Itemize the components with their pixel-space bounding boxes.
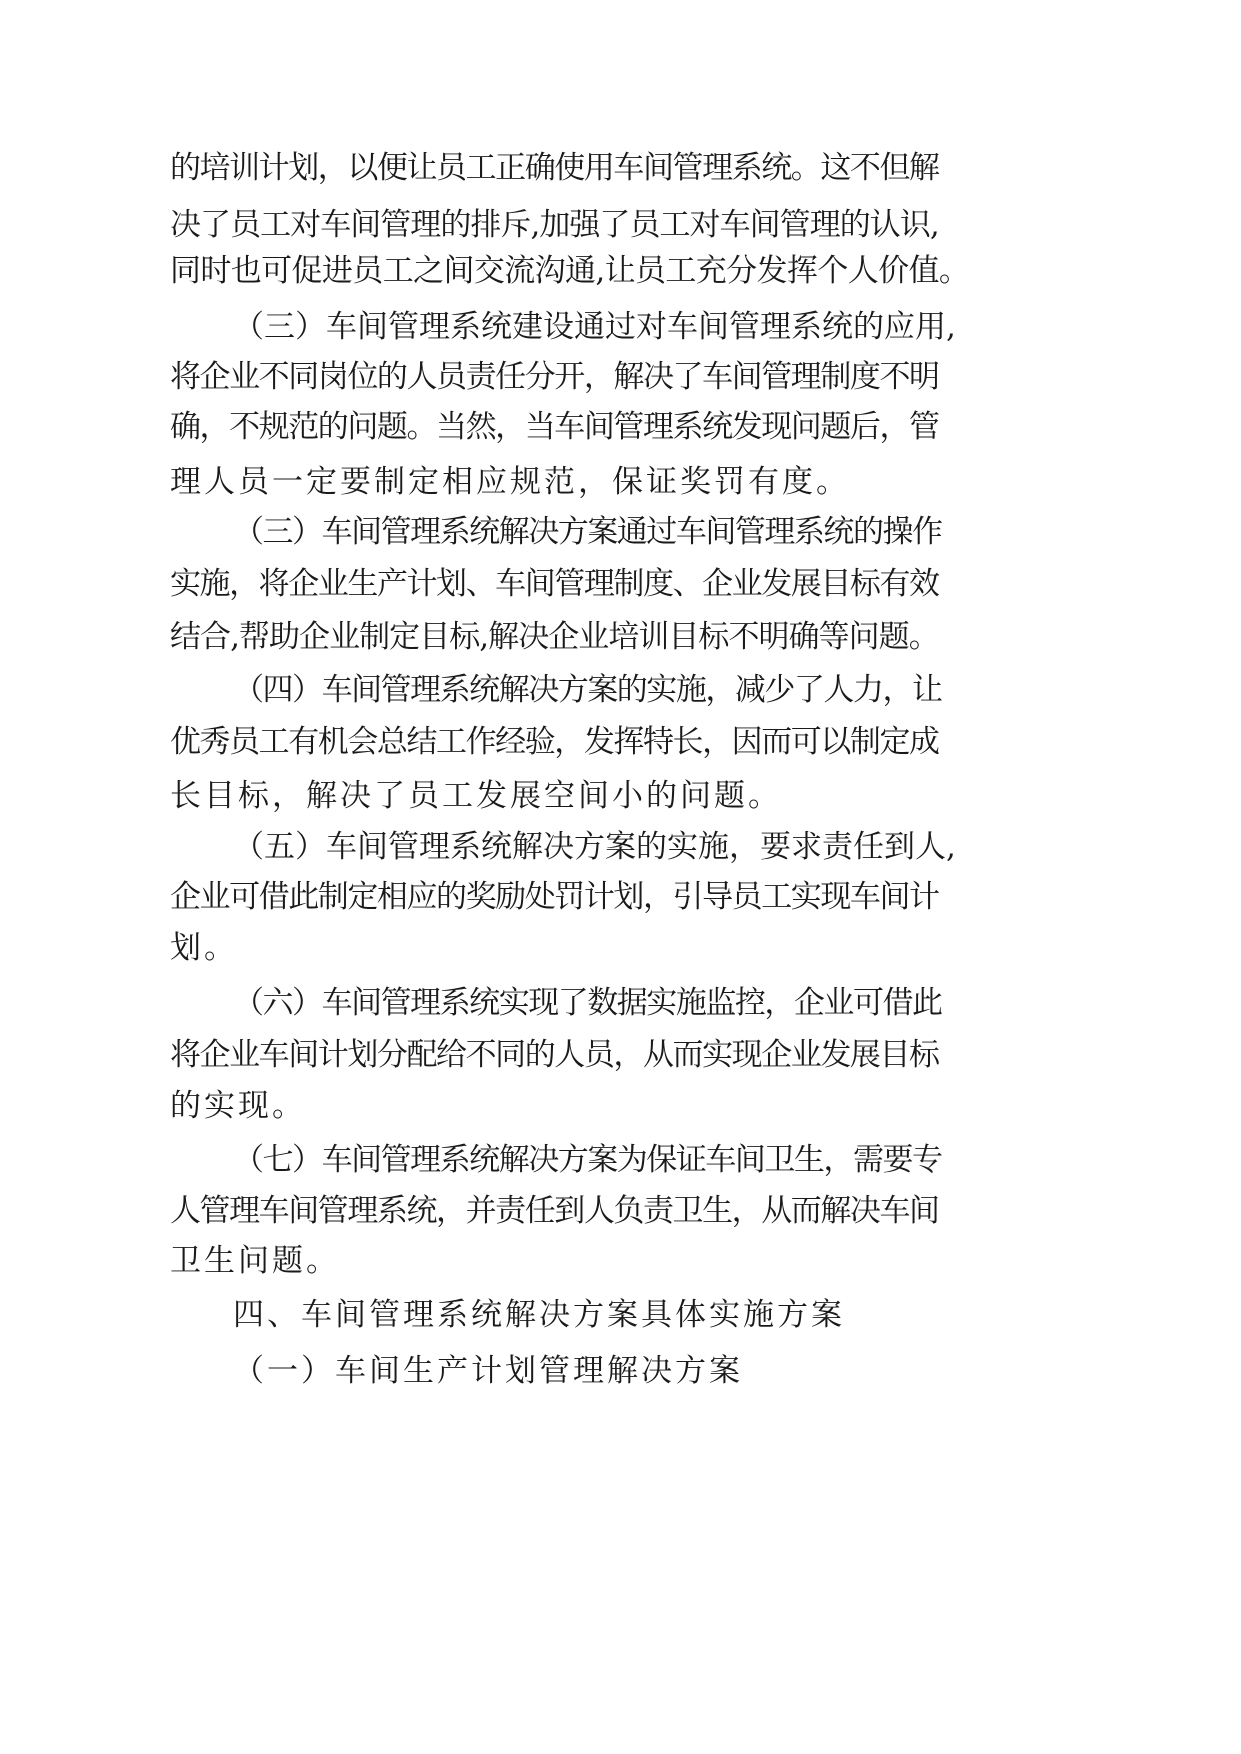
body-text-line: 企业可借此制定相应的奖励处罚计划，引导员工实现车间计 xyxy=(170,879,939,915)
body-text-line: 确，不规范的问题。当然，当车间管理系统发现问题后，管 xyxy=(170,409,939,445)
paragraph-start-line: （五）车间管理系统解决方案的实施，要求责任到人, xyxy=(233,829,956,865)
body-text-line: 实施，将企业生产计划、车间管理制度、企业发展目标有效 xyxy=(170,566,939,602)
body-text-line: 人管理车间管理系统，并责任到人负责卫生，从而解决车间 xyxy=(170,1193,939,1229)
body-text-line: 将企业不同岗位的人员责任分开，解决了车间管理制度不明 xyxy=(170,359,939,395)
body-text-line: 划。 xyxy=(170,930,238,966)
body-text-line: 的实现。 xyxy=(170,1088,306,1124)
body-text-line: 理人员一定要制定相应规范，保证奖罚有度。 xyxy=(170,464,850,500)
paragraph-start-line: （三）车间管理系统建设通过对车间管理系统的应用, xyxy=(233,309,956,345)
paragraph-start-line: （七）车间管理系统解决方案为保证车间卫生，需要专 xyxy=(233,1142,942,1178)
body-text-line: 结合,帮助企业制定目标,解决企业培训目标不明确等问题。 xyxy=(170,619,939,655)
body-text-line: 优秀员工有机会总结工作经验，发挥特长，因而可以制定成 xyxy=(170,724,939,760)
body-text-line: 将企业车间计划分配给不同的人员，从而实现企业发展目标 xyxy=(170,1037,939,1073)
paragraph-start-line: （六）车间管理系统实现了数据实施监控，企业可借此 xyxy=(233,985,942,1021)
paragraph-start-line: （三）车间管理系统解决方案通过车间管理系统的操作 xyxy=(233,514,942,550)
section-heading: 四、车间管理系统解决方案具体实施方案 xyxy=(233,1297,845,1333)
body-text-line: 的培训计划，以便让员工正确使用车间管理系统。这不但解 xyxy=(170,150,939,186)
body-text-line: 卫生问题。 xyxy=(170,1243,340,1279)
body-text-line: 决了员工对车间管理的排斥,加强了员工对车间管理的认识, xyxy=(170,207,939,243)
body-text-line: 长目标，解决了员工发展空间小的问题。 xyxy=(170,778,782,814)
paragraph-start-line: （四）车间管理系统解决方案的实施，减少了人力，让 xyxy=(233,672,942,708)
body-text-line: 同时也可促进员工之间交流沟通,让员工充分发挥个人价值。 xyxy=(170,253,970,289)
subsection-heading: （一）车间生产计划管理解决方案 xyxy=(233,1353,743,1389)
